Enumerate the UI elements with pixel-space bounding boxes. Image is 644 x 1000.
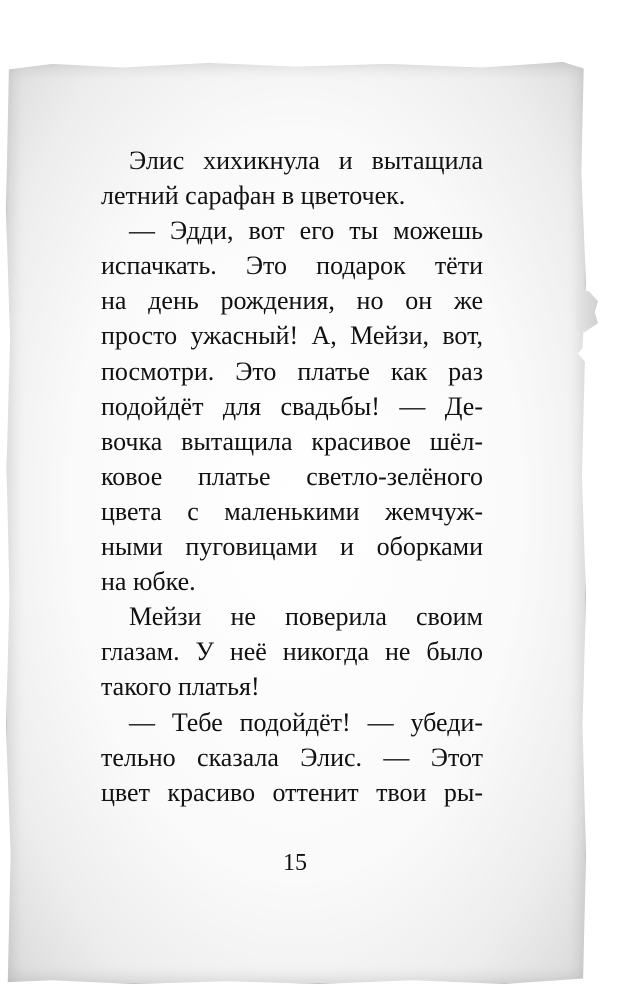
- text-line: ными пуговицами и оборками: [101, 532, 483, 562]
- text-line: подойдёт для свадьбы! — Де-: [101, 391, 483, 421]
- text-line: тельно сказала Элис. — Этот: [101, 742, 483, 772]
- text-line: — Эдди, вот его ты можешь: [129, 216, 483, 246]
- body-text: [101, 143, 483, 810]
- text-line: испачкать. Это подарок тёти: [101, 251, 483, 281]
- text-line: летний сарафан в цветочек.: [101, 181, 406, 211]
- text-line: — Тебе подойдёт! — убеди-: [129, 707, 483, 737]
- text-line: Мейзи не поверила своим: [129, 602, 483, 632]
- torn-paper-edge: [576, 288, 598, 332]
- text-line: вочка вытащила красивое шёл-: [101, 426, 483, 456]
- text-line: ковое платье светло-зелёного: [101, 461, 483, 491]
- text-line: на день рождения, но он же: [101, 286, 483, 316]
- text-line: такого платья!: [101, 672, 260, 702]
- text-line: просто ужасный! А, Мейзи, вот,: [101, 321, 483, 351]
- text-line: на юбке.: [101, 567, 196, 597]
- text-line: Элис хихикнула и вытащила: [129, 146, 483, 175]
- text-line: цвет красиво оттенит твои ры-: [101, 777, 483, 807]
- text-line: цвета с маленькими жемчуж-: [101, 496, 483, 526]
- text-line: глазам. У неё никогда не было: [101, 637, 483, 667]
- text-line: посмотри. Это платье как раз: [101, 356, 483, 386]
- page-number: 15: [283, 850, 307, 876]
